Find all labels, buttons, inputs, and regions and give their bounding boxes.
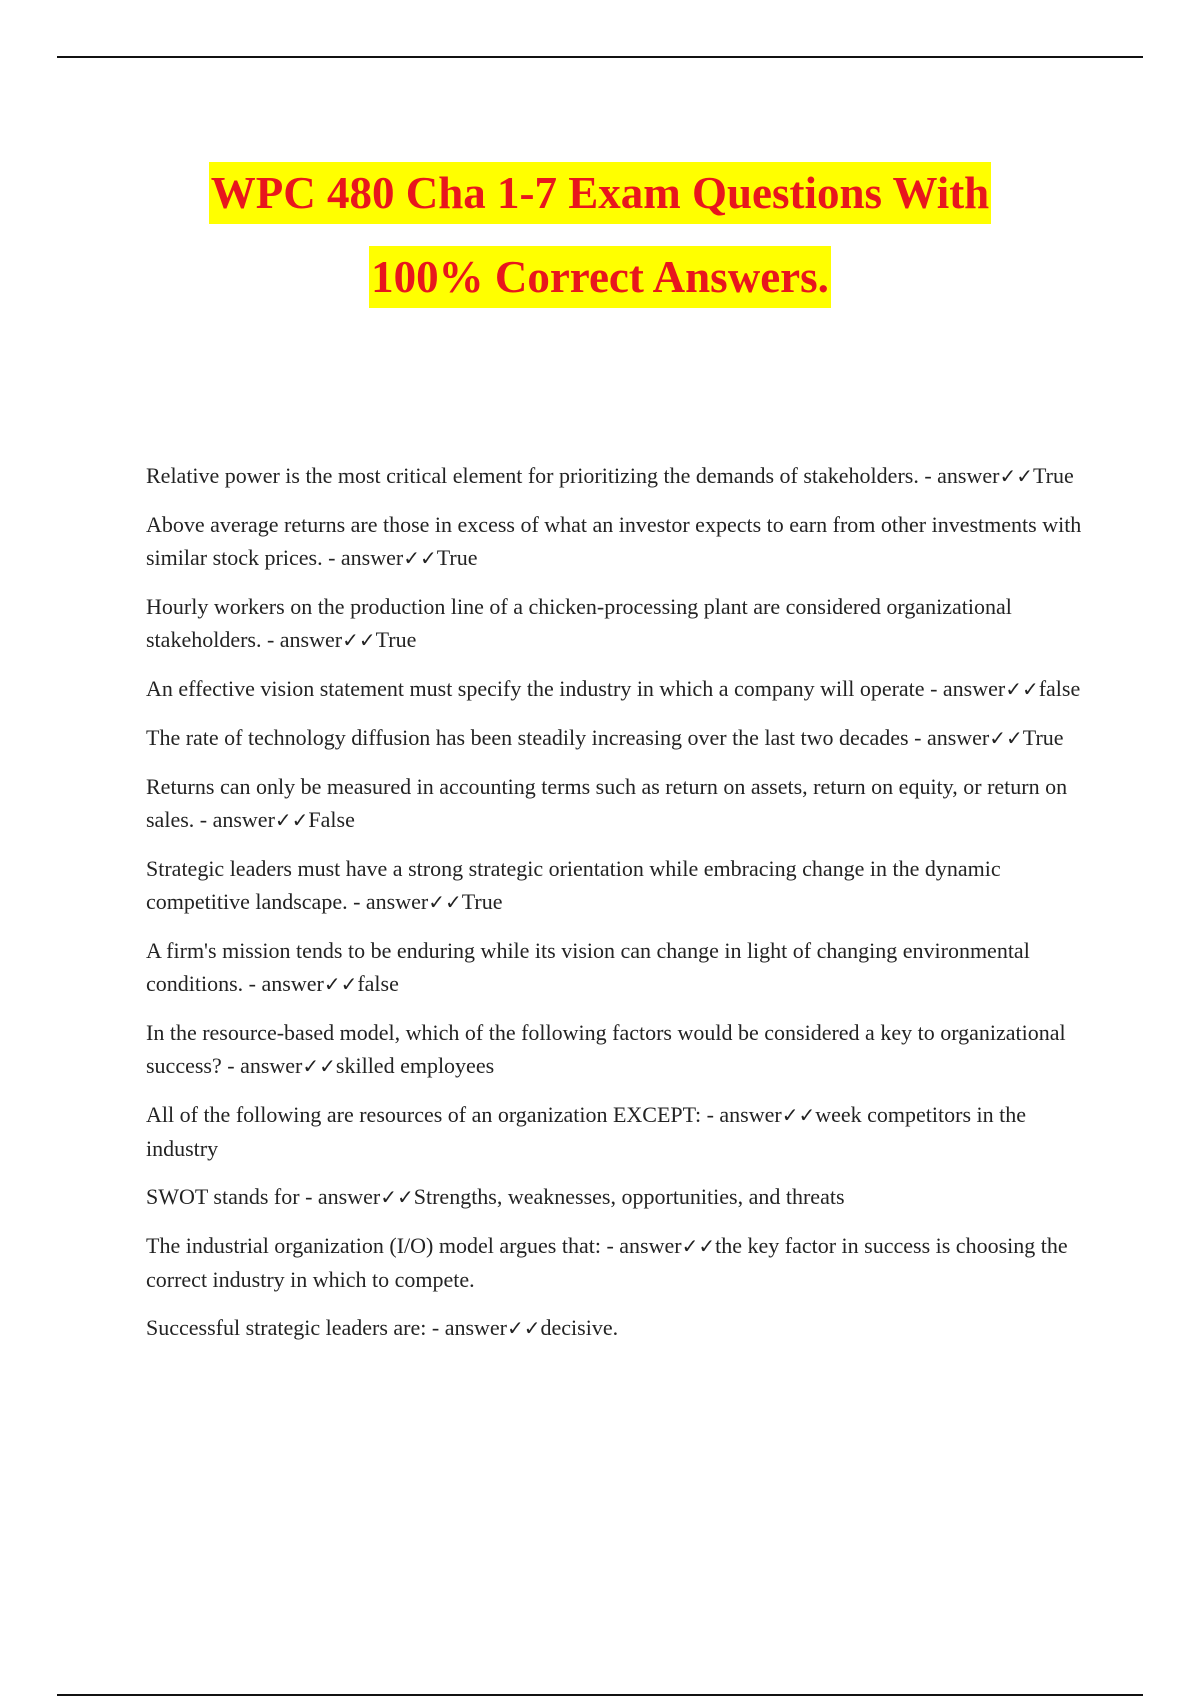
question-item [146,1311,1096,1345]
answer-prefix: - answer [701,1102,782,1127]
question-text: The rate of technology diffusion has been steadily increasing over the last two decades [146,725,909,750]
answer-prefix: - answer [243,971,324,996]
question-item [146,459,1096,493]
question-item [146,1016,1096,1083]
answer-prefix: - answer [221,1053,303,1078]
double-check-icon: ✓✓ [302,1054,336,1078]
answer-prefix: - answer [261,627,343,652]
top-rule [57,56,1143,58]
question-text: All of the following are resources of an organization EXCEPT: [146,1102,702,1127]
answer-text: True [436,545,478,570]
answer-text: the key factor in success is choosing the correct industry in which to compete. [146,1233,1068,1292]
double-check-icon: ✓✓ [342,628,376,652]
answer-prefix: - answer [600,1233,682,1258]
answer-prefix: - answer [322,545,404,570]
answer-text: False [308,807,355,832]
answer-text: True [1022,725,1064,750]
double-check-icon: ✓✓ [507,1316,541,1340]
question-text: Hourly workers on the production line of a chicken-processing plant are considered organizational stakeholders. [146,594,1012,652]
question-text: The industrial organization (I/O) model argues that: [146,1233,601,1258]
question-item [146,508,1096,575]
answer-text: false [357,971,399,996]
answer-text: false [1038,676,1081,701]
question-item [146,770,1096,837]
answer-text: True [375,627,417,652]
question-list [146,459,1096,1360]
double-check-icon: ✓✓ [403,546,437,570]
question-text: A firm's mission tends to be enduring while its vision can change in light of changing environmental conditions. [146,938,1030,996]
double-check-icon: ✓✓ [999,464,1033,488]
title-line-1: WPC 480 Cha 1-7 Exam Questions With [209,162,991,224]
answer-text: True [1032,463,1074,488]
double-check-icon: ✓✓ [781,1103,816,1127]
answer-prefix: - answer [426,1315,508,1340]
answer-prefix: - answer [194,807,275,832]
document-title [0,162,1200,308]
question-text: In the resource-based model, which of the following factors would be considered a key to organizational success? [146,1020,1066,1078]
double-check-icon: ✓✓ [1005,677,1039,701]
question-text: SWOT stands for [146,1184,300,1209]
question-item [146,1229,1096,1296]
answer-prefix: - answer [924,676,1006,701]
question-text: Returns can only be measured in accounting terms such as return on assets, return on equity, or return on sales. [146,774,1068,832]
question-item [146,1180,1096,1214]
question-text: Above average returns are those in excess of what an investor expects to earn from other investments with similar stock prices. [146,512,1082,570]
answer-text: Strengths, weaknesses, opportunities, and threats [413,1184,845,1209]
bottom-rule [57,1694,1143,1696]
double-check-icon: ✓✓ [681,1234,716,1258]
double-check-icon: ✓✓ [428,890,462,914]
answer-prefix: - answer [347,889,429,914]
answer-prefix: - answer [299,1184,381,1209]
answer-text: decisive. [540,1315,619,1340]
double-check-icon: ✓✓ [989,726,1023,750]
question-text: Relative power is the most critical element for prioritizing the demands of stakeholders. [146,463,919,488]
question-text: An effective vision statement must specify the industry in which a company will operate [146,676,925,701]
answer-text: skilled employees [335,1053,495,1078]
answer-text: week competitors in the industry [146,1102,1027,1161]
answer-text: True [461,889,503,914]
answer-prefix: - answer [918,463,1000,488]
double-check-icon: ✓✓ [380,1185,414,1209]
double-check-icon: ✓✓ [323,972,358,996]
question-item [146,672,1096,706]
title-line-2: 100% Correct Answers. [369,246,831,308]
answer-prefix: - answer [908,725,990,750]
question-item [146,1098,1096,1165]
question-item [146,590,1096,657]
double-check-icon: ✓✓ [274,808,309,832]
question-item [146,721,1096,755]
question-text: Strategic leaders must have a strong strategic orientation while embracing change in the dynamic competitive landscape. [146,856,1001,914]
question-item [146,934,1096,1001]
question-item [146,852,1096,919]
question-text: Successful strategic leaders are: [146,1315,427,1340]
